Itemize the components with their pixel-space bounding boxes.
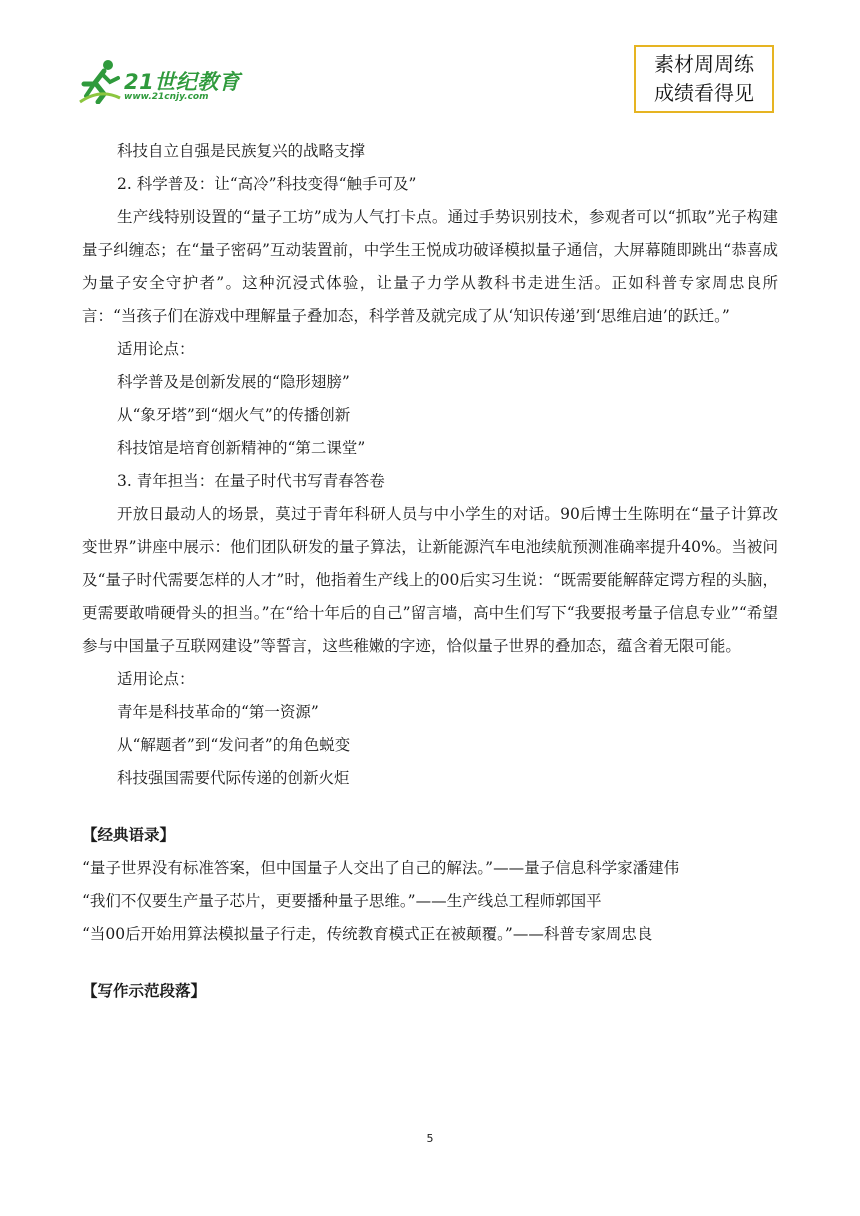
paragraph: 适用论点： — [117, 670, 195, 688]
paragraph: 从“解题者”到“发问者”的角色蜕变 — [117, 736, 351, 754]
document-body — [82, 135, 778, 1008]
paragraph: 科技自立自强是民族复兴的战略支撑 — [117, 142, 366, 160]
paragraph: 科技馆是培育创新精神的“第二课堂” — [117, 439, 366, 457]
badge-line-1: 素材周周练 — [654, 52, 754, 76]
paragraph: 科技强国需要代际传递的创新火炬 — [117, 769, 350, 787]
paragraph: “当00后开始用算法模拟量子行走，传统教育模式正在被颠覆。”——科普专家周忠良 — [82, 925, 653, 943]
logo-url: www.21cnjy.com — [124, 92, 209, 102]
logo-text: 21世纪教育 — [124, 70, 241, 94]
paragraph: 2. 科学普及：让“高冷”科技变得“触手可及” — [117, 175, 417, 193]
paragraph: 青年是科技革命的“第一资源” — [117, 703, 319, 721]
spacer — [82, 795, 778, 819]
paragraph: “量子世界没有标准答案，但中国量子人交出了自己的解法。”——量子信息科学家潘建伟 — [82, 859, 680, 877]
paragraph: 3. 青年担当：在量子时代书写青春答卷 — [117, 472, 385, 490]
page-number: 5 — [426, 1132, 434, 1145]
section-heading: 【写作示范段落】 — [82, 982, 207, 1000]
section-heading: 【经典语录】 — [82, 826, 176, 844]
promo-badge — [634, 45, 774, 113]
spacer — [82, 951, 778, 975]
paragraph: 开放日最动人的场景，莫过于青年科研人员与中小学生的对话。90后博士生陈明在“量子计算改变世界”讲座中展示：他们团队研发的量子算法，让新能源汽车电池续航预测准确率提升40%。当被问及“量子时代需要怎样的人才”时，他指着生产线上的00后实习生说：“既需要能解薛定谔方程的头脑，更需要敢啃硬骨头的担当。”在“给十年后的自己”留言墙，高中生们写下“我要报考量子信息专业”“希望参与中国量子互联网建设”等誓言，这些稚嫩的字迹，恰似量子世界的叠加态，蕴含着无限可能。 — [82, 505, 778, 655]
badge-line-2: 成绩看得见 — [654, 81, 754, 105]
paragraph: “我们不仅要生产量子芯片，更要播种量子思维。”——生产线总工程师郭国平 — [82, 892, 602, 910]
paragraph: 从“象牙塔”到“烟火气”的传播创新 — [117, 406, 351, 424]
paragraph: 科学普及是创新发展的“隐形翅膀” — [117, 373, 350, 391]
site-logo — [78, 58, 258, 108]
runner-icon — [78, 58, 122, 104]
paragraph: 生产线特别设置的“量子工坊”成为人气打卡点。通过手势识别技术，参观者可以“抓取”光子构建量子纠缠态；在“量子密码”互动装置前，中学生王悦成功破译模拟量子通信，大屏幕随即跳出“恭喜成为量子安全守护者”。这种沉浸式体验，让量子力学从教科书走进生活。正如科普专家周忠良所言：“当孩子们在游戏中理解量子叠加态，科学普及就完成了从‘知识传递’到‘思维启迪’的跃迁。” — [82, 208, 778, 325]
paragraph: 适用论点： — [117, 340, 195, 358]
